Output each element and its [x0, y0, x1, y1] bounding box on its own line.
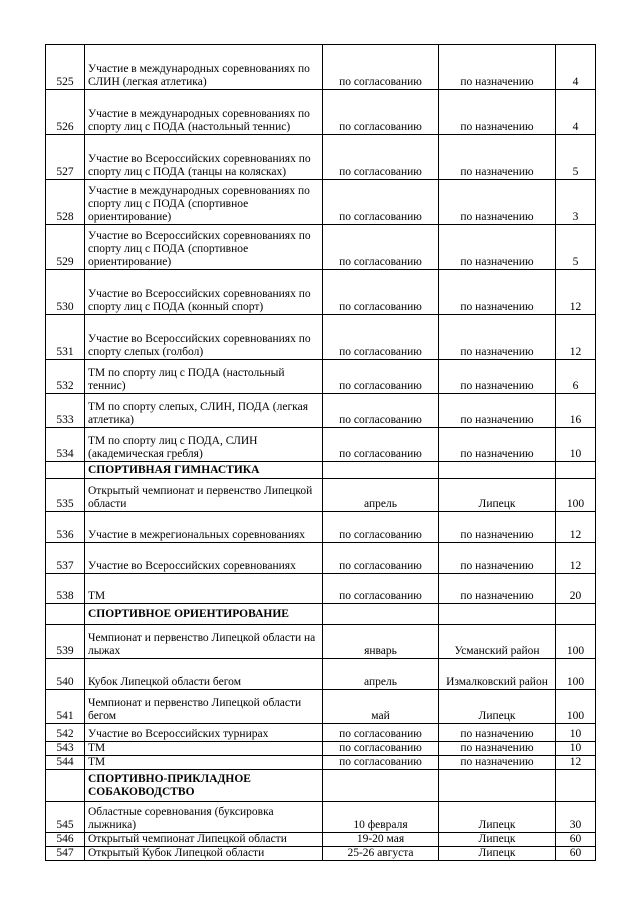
date-cell: по согласованию	[323, 574, 439, 604]
table-row	[46, 724, 596, 742]
row-number-cell: 539	[46, 625, 85, 659]
table-row	[46, 360, 596, 394]
date-cell: по согласованию	[323, 543, 439, 574]
section-title: СПОРТИВНАЯ ГИМНАСТИКА	[85, 462, 323, 479]
row-number-cell: 543	[46, 742, 85, 756]
date-cell: апрель	[323, 479, 439, 512]
date-cell	[323, 604, 439, 625]
place-cell: Измалковский район	[439, 659, 556, 690]
row-number-cell: 532	[46, 360, 85, 394]
table-row	[46, 512, 596, 543]
table-row	[46, 690, 596, 724]
row-number-cell: 544	[46, 756, 85, 770]
participants-cell	[556, 770, 596, 802]
row-number-cell: 537	[46, 543, 85, 574]
place-cell: по назначению	[439, 360, 556, 394]
participants-cell: 100	[556, 625, 596, 659]
row-number-cell: 531	[46, 315, 85, 360]
events-table-body	[46, 45, 596, 861]
event-name-cell: Участие во Всероссийских соревнованиях по спорту лиц с ПОДА (конный спорт)	[85, 270, 323, 315]
participants-cell: 10	[556, 724, 596, 742]
date-cell: 19-20 мая	[323, 833, 439, 847]
participants-cell: 100	[556, 659, 596, 690]
participants-cell: 12	[556, 756, 596, 770]
event-name-cell: Участие в международных соревнованиях по спорту лиц с ПОДА (настольный теннис)	[85, 90, 323, 135]
place-cell	[439, 462, 556, 479]
row-number-cell: 547	[46, 847, 85, 861]
date-cell: по согласованию	[323, 135, 439, 180]
place-cell: по назначению	[439, 543, 556, 574]
participants-cell: 60	[556, 847, 596, 861]
place-cell: по назначению	[439, 742, 556, 756]
date-cell: апрель	[323, 659, 439, 690]
row-number-cell: 528	[46, 180, 85, 225]
table-row	[46, 270, 596, 315]
table-row	[46, 847, 596, 861]
place-cell: по назначению	[439, 270, 556, 315]
row-number-cell: 530	[46, 270, 85, 315]
participants-cell: 4	[556, 45, 596, 90]
participants-cell: 5	[556, 135, 596, 180]
participants-cell: 30	[556, 802, 596, 833]
place-cell	[439, 770, 556, 802]
date-cell: 25-26 августа	[323, 847, 439, 861]
row-number-cell: 545	[46, 802, 85, 833]
place-cell: по назначению	[439, 512, 556, 543]
section-row	[46, 462, 596, 479]
section-title: СПОРТИВНОЕ ОРИЕНТИРОВАНИЕ	[85, 604, 323, 625]
date-cell: по согласованию	[323, 512, 439, 543]
place-cell: по назначению	[439, 394, 556, 428]
participants-cell: 10	[556, 742, 596, 756]
section-row	[46, 770, 596, 802]
place-cell: по назначению	[439, 135, 556, 180]
participants-cell: 5	[556, 225, 596, 270]
row-number-cell: 540	[46, 659, 85, 690]
participants-cell	[556, 462, 596, 479]
table-row	[46, 756, 596, 770]
date-cell: по согласованию	[323, 45, 439, 90]
event-name-cell: ТМ по спорту слепых, СЛИН, ПОДА (легкая атлетика)	[85, 394, 323, 428]
table-row	[46, 742, 596, 756]
participants-cell: 100	[556, 690, 596, 724]
date-cell: по согласованию	[323, 270, 439, 315]
section-row	[46, 604, 596, 625]
table-row	[46, 833, 596, 847]
row-number-cell: 525	[46, 45, 85, 90]
event-name-cell: ТМ	[85, 756, 323, 770]
section-title: СПОРТИВНО-ПРИКЛАДНОЕ СОБАКОВОДСТВО	[85, 770, 323, 802]
date-cell	[323, 770, 439, 802]
table-row	[46, 428, 596, 462]
date-cell: по согласованию	[323, 724, 439, 742]
table-row	[46, 479, 596, 512]
event-name-cell: Открытый чемпионат Липецкой области	[85, 833, 323, 847]
participants-cell: 16	[556, 394, 596, 428]
date-cell: январь	[323, 625, 439, 659]
event-name-cell: Участие в международных соревнованиях по спорту лиц с ПОДА (спортивное ориентирование)	[85, 180, 323, 225]
date-cell: по согласованию	[323, 742, 439, 756]
participants-cell: 4	[556, 90, 596, 135]
place-cell: Липецк	[439, 833, 556, 847]
row-number-cell: 535	[46, 479, 85, 512]
event-name-cell: Участие в межрегиональных соревнованиях	[85, 512, 323, 543]
date-cell	[323, 462, 439, 479]
place-cell: по назначению	[439, 724, 556, 742]
row-number-cell	[46, 770, 85, 802]
event-name-cell: ТМ	[85, 742, 323, 756]
place-cell: по назначению	[439, 90, 556, 135]
row-number-cell: 534	[46, 428, 85, 462]
participants-cell: 12	[556, 270, 596, 315]
event-name-cell: Участие во Всероссийских турнирах	[85, 724, 323, 742]
table-row	[46, 90, 596, 135]
place-cell: по назначению	[439, 756, 556, 770]
row-number-cell: 536	[46, 512, 85, 543]
participants-cell: 12	[556, 315, 596, 360]
place-cell: по назначению	[439, 225, 556, 270]
table-row	[46, 394, 596, 428]
event-name-cell: Открытый чемпионат и первенство Липецкой области	[85, 479, 323, 512]
event-name-cell: ТМ по спорту лиц с ПОДА (настольный теннис)	[85, 360, 323, 394]
participants-cell: 6	[556, 360, 596, 394]
place-cell: по назначению	[439, 315, 556, 360]
event-name-cell: Участие во Всероссийских соревнованиях	[85, 543, 323, 574]
event-name-cell: Открытый Кубок Липецкой области	[85, 847, 323, 861]
table-row	[46, 659, 596, 690]
participants-cell: 20	[556, 574, 596, 604]
event-name-cell: Участие во Всероссийских соревнованиях по спорту слепых (голбол)	[85, 315, 323, 360]
row-number-cell: 541	[46, 690, 85, 724]
event-name-cell: Участие во Всероссийских соревнованиях по спорту лиц с ПОДА (танцы на колясках)	[85, 135, 323, 180]
table-row	[46, 45, 596, 90]
place-cell: Липецк	[439, 479, 556, 512]
date-cell: по согласованию	[323, 360, 439, 394]
place-cell: по назначению	[439, 180, 556, 225]
row-number-cell: 527	[46, 135, 85, 180]
table-row	[46, 315, 596, 360]
event-name-cell: Чемпионат и первенство Липецкой области на лыжах	[85, 625, 323, 659]
event-name-cell: ТМ по спорту лиц с ПОДА, СЛИН (академическая гребля)	[85, 428, 323, 462]
date-cell: по согласованию	[323, 90, 439, 135]
table-row	[46, 574, 596, 604]
participants-cell: 60	[556, 833, 596, 847]
table-row	[46, 802, 596, 833]
participants-cell: 3	[556, 180, 596, 225]
event-name-cell: Кубок Липецкой области бегом	[85, 659, 323, 690]
event-name-cell: ТМ	[85, 574, 323, 604]
row-number-cell: 526	[46, 90, 85, 135]
event-name-cell: Участие в международных соревнованиях по СЛИН (легкая атлетика)	[85, 45, 323, 90]
participants-cell: 10	[556, 428, 596, 462]
event-name-cell: Областные соревнования (буксировка лыжника)	[85, 802, 323, 833]
date-cell: по согласованию	[323, 756, 439, 770]
participants-cell	[556, 604, 596, 625]
table-row	[46, 135, 596, 180]
place-cell: Липецк	[439, 802, 556, 833]
date-cell: по согласованию	[323, 180, 439, 225]
table-row	[46, 180, 596, 225]
events-table	[45, 44, 596, 861]
participants-cell: 12	[556, 512, 596, 543]
place-cell: по назначению	[439, 428, 556, 462]
participants-cell: 12	[556, 543, 596, 574]
row-number-cell: 546	[46, 833, 85, 847]
row-number-cell	[46, 604, 85, 625]
event-name-cell: Чемпионат и первенство Липецкой области бегом	[85, 690, 323, 724]
place-cell: Липецк	[439, 690, 556, 724]
date-cell: 10 февраля	[323, 802, 439, 833]
row-number-cell: 529	[46, 225, 85, 270]
table-row	[46, 625, 596, 659]
participants-cell: 100	[556, 479, 596, 512]
date-cell: по согласованию	[323, 225, 439, 270]
date-cell: по согласованию	[323, 315, 439, 360]
place-cell: Усманский район	[439, 625, 556, 659]
date-cell: по согласованию	[323, 394, 439, 428]
table-row	[46, 225, 596, 270]
place-cell	[439, 604, 556, 625]
row-number-cell	[46, 462, 85, 479]
place-cell: по назначению	[439, 574, 556, 604]
date-cell: по согласованию	[323, 428, 439, 462]
date-cell: май	[323, 690, 439, 724]
table-row	[46, 543, 596, 574]
row-number-cell: 542	[46, 724, 85, 742]
event-name-cell: Участие во Всероссийских соревнованиях по спорту лиц с ПОДА (спортивное ориентирование)	[85, 225, 323, 270]
place-cell: по назначению	[439, 45, 556, 90]
row-number-cell: 538	[46, 574, 85, 604]
place-cell: Липецк	[439, 847, 556, 861]
row-number-cell: 533	[46, 394, 85, 428]
